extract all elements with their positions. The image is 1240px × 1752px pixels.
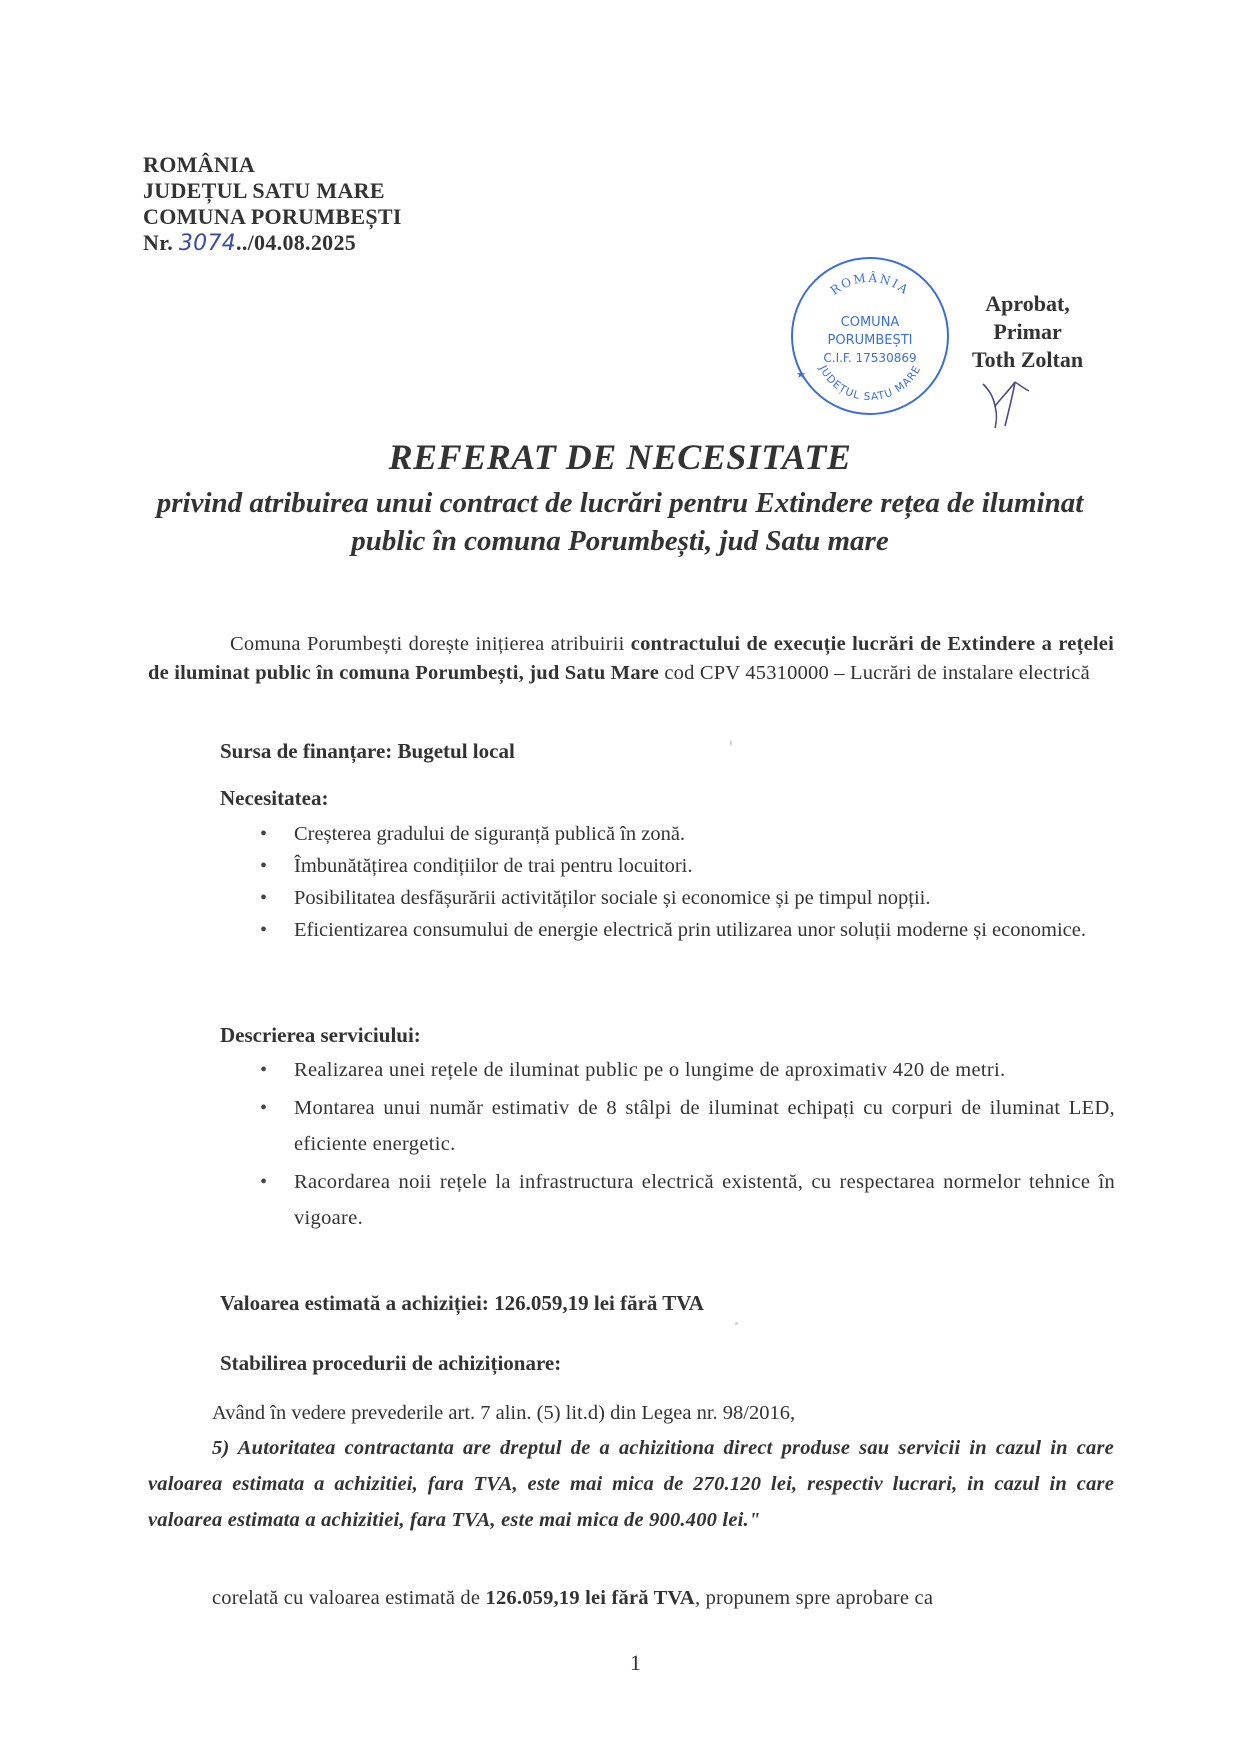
svg-text:ROMÂNIA — [828, 270, 912, 298]
scan-speck — [730, 740, 732, 746]
header-country: ROMÂNIA — [143, 152, 256, 177]
intro-cpv: cod CPV 45310000 – Lucrări de instalare electrică — [659, 662, 1090, 684]
legal-basis: Având în vedere prevederile art. 7 alin. (5) lit.d) din Legea nr. 98/2016, — [212, 1402, 796, 1424]
registration-number — [143, 230, 402, 257]
list-item: • Realizarea unei rețele de iluminat public pe o lungime de aproximativ 420 de metri. — [260, 1052, 1115, 1088]
list-item: • Racordarea noii rețele la infrastructura electrică existentă, cu respectarea normelor tehnice în vigoare. — [260, 1164, 1115, 1236]
stamp-line2: PORUMBEȘTI — [827, 333, 913, 348]
header-commune: COMUNA PORUMBEȘTI — [143, 204, 402, 229]
description-list — [260, 1052, 1115, 1238]
stamp-line3: C.I.F. 17530869 — [823, 351, 917, 365]
approval-label: Aprobat, — [985, 291, 1070, 316]
nr-handwritten: 3074 — [178, 231, 237, 256]
scan-speck — [735, 1322, 738, 1325]
list-item: • Creșterea gradului de siguranță publică în zonă. — [260, 818, 1115, 850]
page-number: 1 — [630, 1650, 641, 1675]
document-subtitle: privind atribuirea unui contract de lucrări pentru Extindere rețea de iluminat public în comuna Porumbești, jud Satu mare — [156, 487, 1084, 557]
intro-paragraph — [148, 630, 1114, 688]
procedure-heading: Stabilirea procedurii de achiziționare: — [220, 1351, 562, 1375]
approval-name: Toth Zoltan — [972, 347, 1084, 372]
signature-icon — [975, 380, 1035, 430]
list-item: • Montarea unui număr estimativ de 8 stâlpi de iluminat echipați cu corpuri de iluminat LED, eficiente energetic. — [260, 1090, 1115, 1162]
stamp-bottom-text: JUDEȚUL SATU MARE — [816, 363, 924, 404]
conclusion-part1: corelată cu valoarea estimată de — [212, 1587, 486, 1609]
conclusion-paragraph — [148, 1584, 1114, 1612]
conclusion-value: 126.059,19 lei fără TVA — [485, 1587, 695, 1609]
needs-heading: Necesitatea: — [220, 786, 329, 810]
document-title: REFERAT DE NECESITATE — [388, 437, 852, 477]
needs-list — [260, 818, 1115, 946]
list-item: • Îmbunătățirea condițiilor de trai pentru locuitori. — [260, 850, 1115, 882]
intro-contract-object: contractului de execuție lucrări de Extindere a rețelei de iluminat public în comuna Porumbești, jud Satu Mare — [148, 633, 1115, 684]
approval-role: Primar — [993, 319, 1062, 344]
list-item: • Posibilitatea desfășurării activităților sociale și economice și pe timpul nopții. — [260, 882, 1115, 914]
legal-quote: 5) Autoritatea contractanta are dreptul de a achizitiona direct produse sau servicii in cazul in care valoarea estimata a achizitiei, fara TVA, este mai mica de 270.120 lei, respectiv lucrari, in cazul in care valoarea estimata a achizitiei, fara TVA, este mai mica de 900.400 lei." — [148, 1437, 1114, 1531]
estimated-value: Valoarea estimată a achiziției: 126.059,19 lei fără TVA — [220, 1291, 704, 1315]
stamp-line1: COMUNA — [840, 315, 900, 330]
nr-prefix: Nr. — [143, 230, 179, 255]
svg-text:JUDEȚUL SATU MARE — [816, 363, 923, 403]
official-stamp-icon — [786, 252, 954, 420]
approval-block — [972, 290, 1083, 374]
conclusion-part2: , propunem spre aprobare ca — [694, 1587, 934, 1609]
header-county: JUDEȚUL SATU MARE — [143, 178, 385, 203]
nr-date: ../04.08.2025 — [236, 230, 357, 255]
intro-part1: Comuna Porumbești dorește inițierea atribuirii — [230, 633, 631, 655]
stamp-star-icon: ★ — [796, 369, 806, 381]
funding-source: Sursa de finanțare: Bugetul local — [220, 739, 515, 763]
stamp-top-text: ROMÂNIA — [827, 270, 913, 298]
issuer-header — [143, 152, 402, 257]
description-heading: Descrierea serviciului: — [220, 1023, 421, 1047]
list-item: • Eficientizarea consumului de energie electrică prin utilizarea unor soluții moderne și economice. — [260, 914, 1115, 946]
